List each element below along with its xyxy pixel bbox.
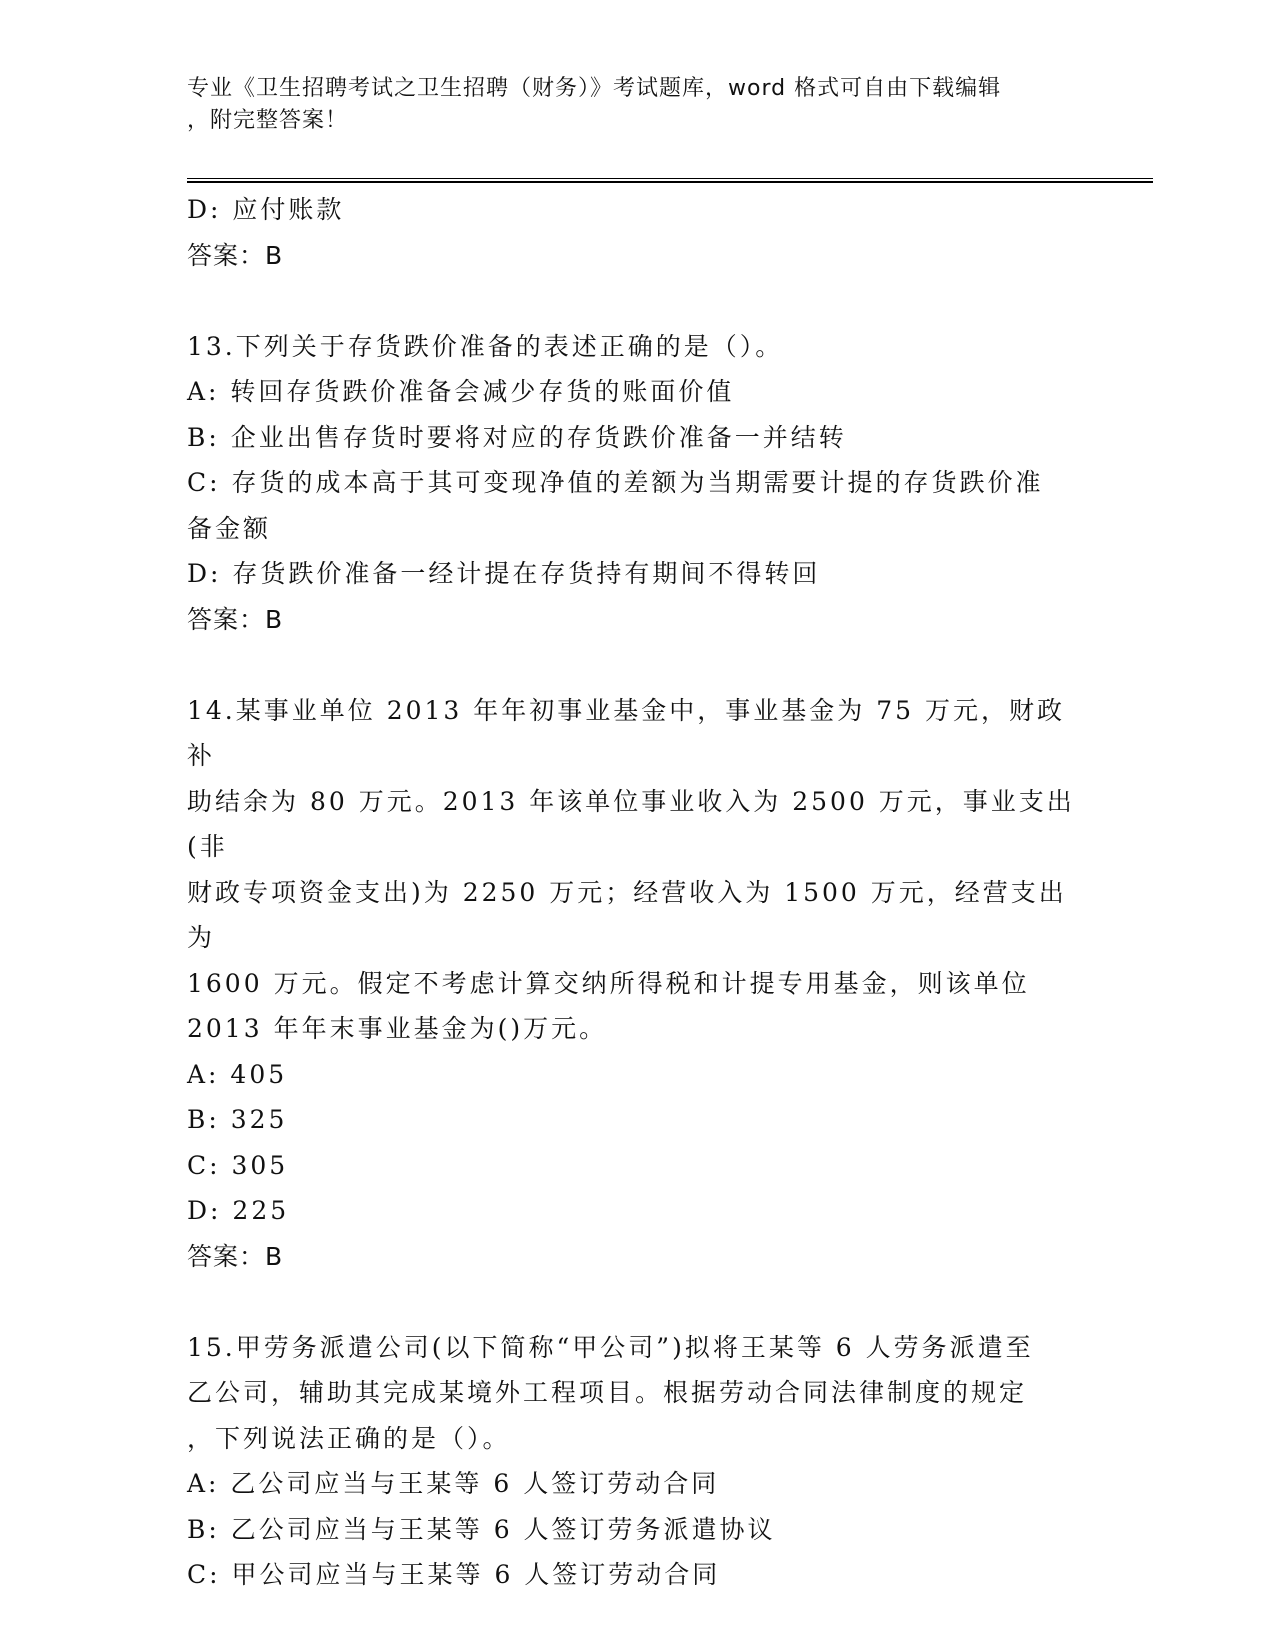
option-c: C: 305 [187,1150,289,1180]
question-stem-line-1: 14.某事业单位 2013 年年初事业基金中，事业基金为 75 万元，财政补 [187,695,1065,770]
question-stem-line-3: 财政专项资金支出)为 2250 万元；经营收入为 1500 万元，经营支出为 [187,877,1067,952]
document-body [187,187,1087,1598]
question-stem-line-2: 助结余为 80 万元。2013 年该单位事业收入为 2500 万元，事业支出(非 [187,786,1075,861]
question-12-tail [187,187,1087,278]
option-a: A: 乙公司应当与王某等 6 人签订劳动合同 [187,1469,720,1498]
option-c-line-1: C: 存货的成本高于其可变现净值的差额为当期需要计提的存货跌价准 [187,468,1044,497]
header-divider [187,178,1153,183]
question-stem-line-1: 15.甲劳务派遣公司(以下简称“甲公司”)拟将王某等 6 人劳务派遣至 [187,1332,1034,1362]
option-c-line-2: 备金额 [187,513,272,543]
question-stem-line-3: ，下列说法正确的是（）。 [187,1423,511,1453]
option-b: B: 企业出售存货时要将对应的存货跌价准备一并结转 [187,422,847,452]
question-15 [187,1325,1087,1598]
header-line-1: 专业《卫生招聘考试之卫生招聘（财务）》考试题库，word 格式可自由下载编辑 [187,76,1002,101]
option-c: C: 甲公司应当与王某等 6 人签订劳动合同 [187,1560,721,1589]
spacer [187,1279,1087,1325]
option-a: A: 转回存货跌价准备会减少存货的账面价值 [187,377,735,406]
option-d: D: 225 [187,1196,290,1225]
answer: 答案：B [187,240,284,270]
question-stem-line-4: 1600 万元。假定不考虑计算交纳所得税和计提专用基金，则该单位 [187,968,1030,998]
option-b: B: 乙公司应当与王某等 6 人签订劳务派遣协议 [187,1514,776,1544]
option-b: B: 325 [187,1105,288,1134]
document-header [187,73,1087,137]
question-14 [187,688,1087,1280]
question-stem: 13.下列关于存货跌价准备的表述正确的是（）。 [187,331,784,361]
option-d: D: 应付账款 [187,195,345,224]
option-d: D: 存货跌价准备一经计提在存货持有期间不得转回 [187,559,821,588]
question-stem-line-2: 乙公司，辅助其完成某境外工程项目。根据劳动合同法律制度的规定 [187,1378,1028,1407]
spacer [187,278,1087,324]
header-line-2: ，附完整答案！ [187,108,349,133]
answer: 答案：B [187,604,284,634]
question-13 [187,324,1087,643]
spacer [187,642,1087,688]
option-a: A: 405 [187,1059,288,1089]
question-stem-line-5: 2013 年年末事业基金为()万元。 [187,1014,608,1043]
answer: 答案：B [187,1241,284,1271]
